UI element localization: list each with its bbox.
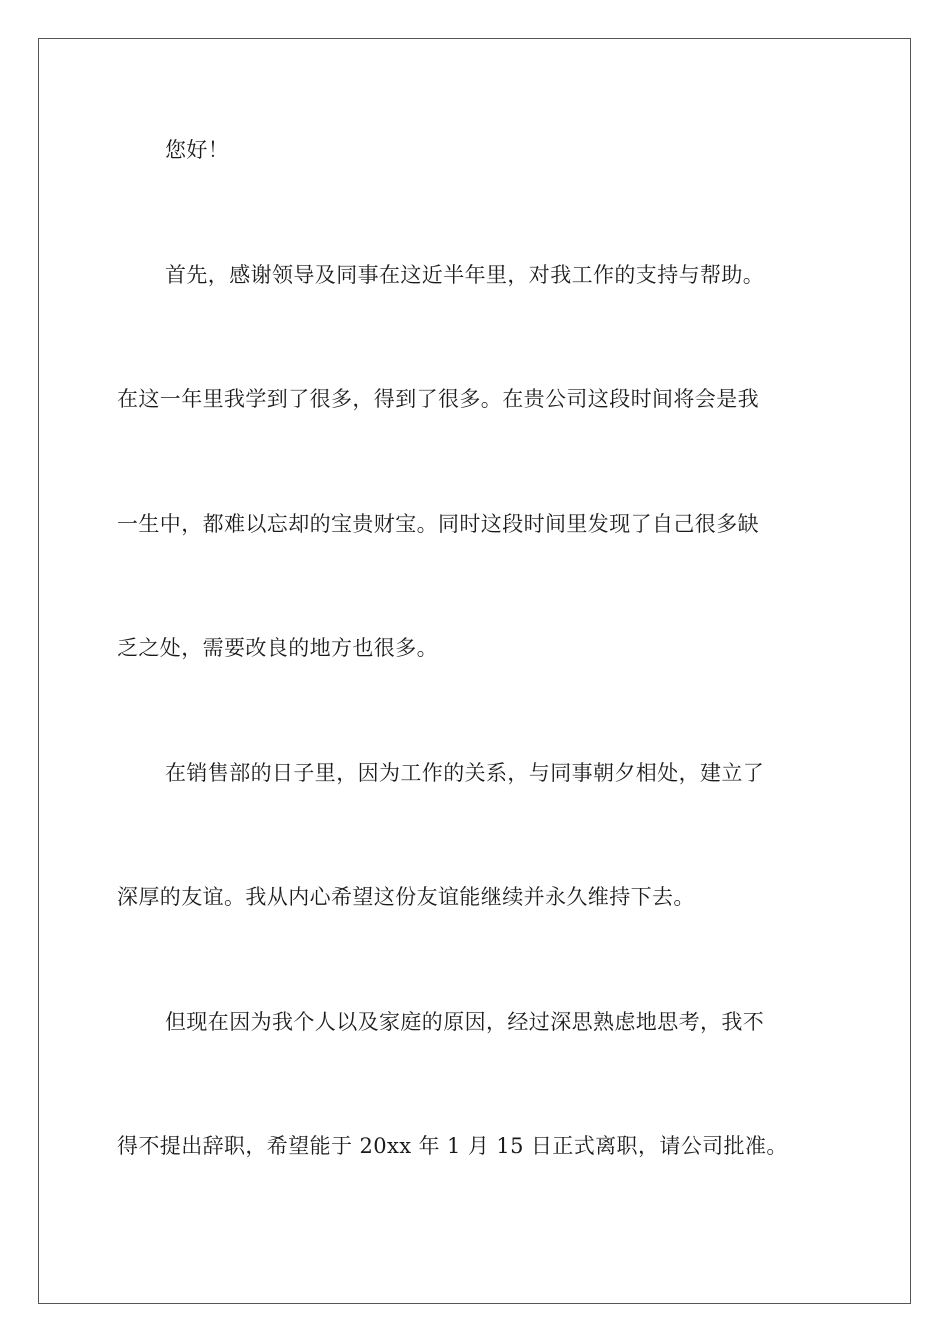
paragraph-2-line-2: 深厚的友谊。我从内心希望这份友谊能继续并永久维持下去。: [117, 885, 695, 909]
paragraph-3-line-1: 但现在因为我个人以及家庭的原因，经过深思熟虑地思考，我不: [165, 1010, 765, 1034]
paragraph-1-line-3: 一生中，都难以忘却的宝贵财宝。同时这段时间里发现了自己很多缺: [117, 512, 759, 536]
paragraph-1-line-1: 首先，感谢领导及同事在这近半年里，对我工作的支持与帮助。: [165, 263, 765, 287]
paragraph-1-line-2: 在这一年里我学到了很多，得到了很多。在贵公司这段时间将会是我: [117, 387, 759, 411]
greeting: 您好！: [165, 138, 230, 162]
page-border: [38, 38, 911, 1304]
paragraph-1-line-4: 乏之处，需要改良的地方也很多。: [117, 636, 438, 660]
paragraph-2-line-1: 在销售部的日子里，因为工作的关系，与同事朝夕相处，建立了: [165, 761, 765, 785]
paragraph-3-line-2: 得不提出辞职，希望能于 20xx 年 1 月 15 日正式离职，请公司批准。: [117, 1134, 788, 1158]
